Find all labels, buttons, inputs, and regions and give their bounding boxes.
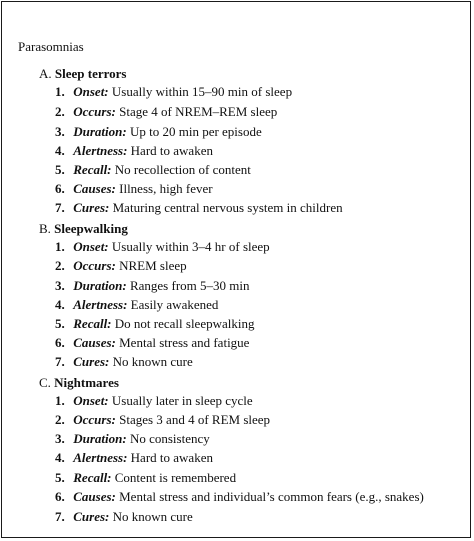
section-letter: B. bbox=[39, 221, 51, 236]
item-label: Occurs: bbox=[73, 258, 116, 273]
section-title: Sleep terrors bbox=[54, 66, 127, 81]
item-text: No recollection of content bbox=[111, 162, 251, 177]
item-label: Duration: bbox=[73, 278, 127, 293]
item-label: Recall: bbox=[73, 162, 112, 177]
item-label: Recall: bbox=[73, 470, 112, 485]
item-text: Hard to awaken bbox=[127, 143, 213, 158]
list-item bbox=[55, 489, 424, 505]
item-number: 4. bbox=[55, 297, 65, 312]
item-label: Causes: bbox=[73, 335, 116, 350]
item-label: Occurs: bbox=[73, 412, 116, 427]
list-item bbox=[55, 470, 236, 486]
item-number: 7. bbox=[55, 509, 65, 524]
item-number: 2. bbox=[55, 258, 65, 273]
item-label: Alertness: bbox=[73, 450, 128, 465]
section-heading-sleep-terrors bbox=[39, 66, 127, 82]
item-number: 6. bbox=[55, 489, 65, 504]
list-item bbox=[55, 316, 254, 332]
item-number: 1. bbox=[55, 84, 65, 99]
item-number: 5. bbox=[55, 162, 65, 177]
item-number: 2. bbox=[55, 104, 65, 119]
list-item bbox=[55, 239, 270, 255]
section-letter: A. bbox=[39, 66, 52, 81]
list-item bbox=[55, 124, 262, 140]
item-number: 7. bbox=[55, 200, 65, 215]
item-number: 5. bbox=[55, 316, 65, 331]
item-label: Cures: bbox=[73, 354, 110, 369]
item-number: 4. bbox=[55, 143, 65, 158]
list-item bbox=[55, 258, 187, 274]
item-label: Onset: bbox=[73, 393, 109, 408]
item-text: Usually within 15–90 min of sleep bbox=[108, 84, 293, 99]
item-text: Stages 3 and 4 of REM sleep bbox=[115, 412, 271, 427]
list-item bbox=[55, 297, 218, 313]
list-item bbox=[55, 412, 270, 428]
list-item bbox=[55, 181, 213, 197]
item-label: Duration: bbox=[73, 124, 127, 139]
item-text: No consistency bbox=[126, 431, 210, 446]
list-item bbox=[55, 84, 292, 100]
item-text: Maturing central nervous system in children bbox=[109, 200, 343, 215]
list-item bbox=[55, 200, 343, 216]
section-heading-sleepwalking bbox=[39, 221, 128, 237]
list-item bbox=[55, 450, 213, 466]
item-text: Hard to awaken bbox=[127, 450, 213, 465]
list-item bbox=[55, 393, 253, 409]
item-text: No known cure bbox=[109, 509, 193, 524]
document-title: Parasomnias bbox=[18, 39, 84, 54]
item-number: 5. bbox=[55, 470, 65, 485]
item-number: 6. bbox=[55, 335, 65, 350]
list-item bbox=[55, 335, 249, 351]
item-number: 6. bbox=[55, 181, 65, 196]
item-text: Usually within 3–4 hr of sleep bbox=[108, 239, 270, 254]
item-number: 3. bbox=[55, 124, 65, 139]
item-text: Usually later in sleep cycle bbox=[108, 393, 253, 408]
item-label: Onset: bbox=[73, 84, 109, 99]
item-text: No known cure bbox=[109, 354, 193, 369]
list-item bbox=[55, 143, 213, 159]
list-item bbox=[55, 104, 277, 120]
item-text: Illness, high fever bbox=[115, 181, 213, 196]
item-label: Onset: bbox=[73, 239, 109, 254]
list-item bbox=[55, 431, 210, 447]
item-label: Duration: bbox=[73, 431, 127, 446]
item-number: 2. bbox=[55, 412, 65, 427]
item-label: Cures: bbox=[73, 200, 110, 215]
list-item bbox=[55, 278, 249, 294]
item-label: Causes: bbox=[73, 489, 116, 504]
item-number: 1. bbox=[55, 393, 65, 408]
item-text: Easily awakened bbox=[127, 297, 219, 312]
item-label: Cures: bbox=[73, 509, 110, 524]
item-label: Causes: bbox=[73, 181, 116, 196]
item-number: 7. bbox=[55, 354, 65, 369]
list-item bbox=[55, 354, 193, 370]
section-title: Nightmares bbox=[54, 375, 119, 390]
item-label: Alertness: bbox=[73, 297, 128, 312]
list-item bbox=[55, 162, 251, 178]
section-heading-nightmares bbox=[39, 375, 119, 391]
item-text: Up to 20 min per episode bbox=[126, 124, 262, 139]
item-text: Ranges from 5–30 min bbox=[126, 278, 250, 293]
document-frame bbox=[1, 1, 471, 538]
item-label: Occurs: bbox=[73, 104, 116, 119]
item-label: Recall: bbox=[73, 316, 112, 331]
section-letter: C. bbox=[39, 375, 51, 390]
item-number: 3. bbox=[55, 278, 65, 293]
item-label: Alertness: bbox=[73, 143, 128, 158]
item-text: Do not recall sleepwalking bbox=[111, 316, 255, 331]
item-text: NREM sleep bbox=[115, 258, 187, 273]
item-text: Content is remembered bbox=[111, 470, 237, 485]
item-text: Stage 4 of NREM–REM sleep bbox=[115, 104, 278, 119]
item-number: 3. bbox=[55, 431, 65, 446]
item-text: Mental stress and individual’s common fears (e.g., snakes) bbox=[115, 489, 424, 504]
item-number: 1. bbox=[55, 239, 65, 254]
section-title: Sleepwalking bbox=[54, 221, 128, 236]
list-item bbox=[55, 509, 193, 525]
item-text: Mental stress and fatigue bbox=[115, 335, 250, 350]
item-number: 4. bbox=[55, 450, 65, 465]
